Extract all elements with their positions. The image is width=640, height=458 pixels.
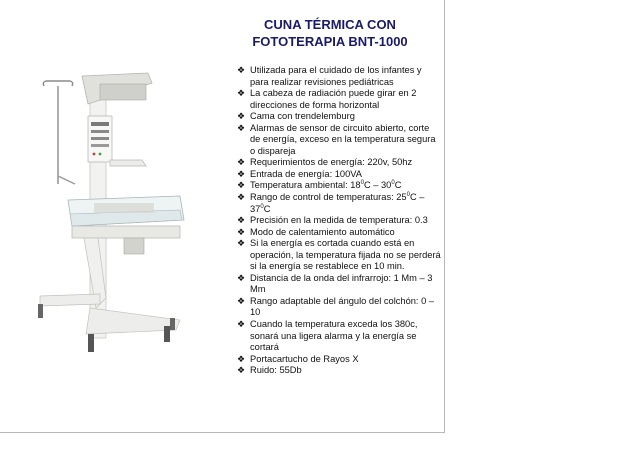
diamond-bullet-icon: ❖ [237, 319, 246, 330]
diamond-bullet-icon: ❖ [237, 238, 246, 249]
diamond-bullet-icon: ❖ [237, 272, 246, 283]
list-item: ❖ Alarmas de sensor de circuito abierto, corte de energía, exceso en la temperatura segura o dispareja [237, 122, 436, 156]
list-item: ❖ Ruido: 55Db [237, 365, 302, 376]
list-item: ❖ Entrada de energía: 100VA [237, 168, 362, 179]
list-item: ❖ La cabeza de radiación puede girar en 2 direcciones de forma horizontal [237, 88, 417, 110]
list-item: ❖ Rango adaptable del ángulo del colchón: 0 – 10 [237, 295, 435, 318]
list-item: ❖ Distancia de la onda del infrarrojo: 1 Mm – 3 Mm [237, 272, 433, 295]
list-item: ❖ Cama con trendelemburg [237, 111, 355, 122]
list-item: ❖ Modo de calentamiento automático [237, 226, 395, 237]
infant-warmer-photo [30, 68, 210, 368]
list-item: ❖ Utilizada para el cuidado de los infantes y para realizar revisiones pediátricas [237, 65, 422, 87]
list-item: ❖ Precisión en la medida de temperatura: 0.3 [237, 215, 428, 226]
diamond-bullet-icon: ❖ [237, 192, 246, 203]
diamond-bullet-icon: ❖ [237, 180, 246, 191]
product-title-line1: CUNA TÉRMICA CON [264, 17, 396, 32]
diamond-bullet-icon: ❖ [237, 111, 246, 122]
diamond-bullet-icon: ❖ [237, 353, 246, 364]
list-item: ❖ Temperatura ambiental: $18^0C - 30^0C$ [237, 180, 402, 191]
product-title-line2: FOTOTERAPIA BNT-1000 [252, 34, 408, 49]
product-title [232, 16, 428, 50]
diamond-bullet-icon: ❖ [237, 88, 246, 99]
diamond-bullet-icon: ❖ [237, 65, 246, 75]
list-item: ❖ Rango de control de temperaturas: $25^0C - 37^0C$ [237, 192, 425, 214]
list-item: ❖ Cuando la temperatura exceda los 380c, sonará una ligera alarma y la energía se cortará [237, 319, 418, 353]
list-item: ❖ Portacartucho de Rayos X [237, 353, 359, 364]
list-item: ❖ Requerimientos de energía: 220v, 50hz [237, 157, 413, 168]
diamond-bullet-icon: ❖ [237, 122, 246, 133]
diamond-bullet-icon: ❖ [237, 226, 246, 237]
diamond-bullet-icon: ❖ [237, 295, 246, 306]
list-item: ❖ Si la energía es cortada cuando está en operación, la temperatura fijada no se perderá si la energía se restablece en 10 min. [237, 238, 441, 272]
diamond-bullet-icon: ❖ [237, 168, 246, 179]
features-list [237, 65, 441, 377]
diamond-bullet-icon: ❖ [237, 365, 246, 376]
diamond-bullet-icon: ❖ [237, 215, 246, 226]
diamond-bullet-icon: ❖ [237, 157, 246, 168]
